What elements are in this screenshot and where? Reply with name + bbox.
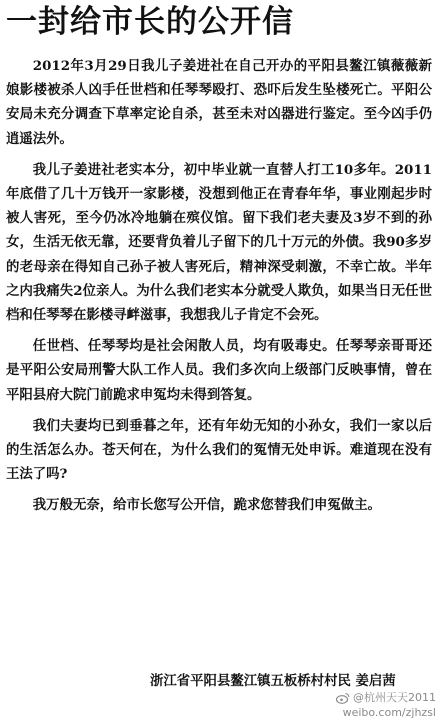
letter-body <box>6 54 432 525</box>
watermark-handle: @杭州天天2011 <box>353 691 436 704</box>
watermark-handle-row <box>336 690 436 705</box>
letter-paragraph: 任世档、任琴琴均是社会闲散人员，均有吸毒史。任琴琴亲哥哥还是平阳公安局刑警大队工作人员。我们多次向上级部门反映事情，曾在平阳县府大院门前跪求申冤均未得到答复。 <box>6 338 432 403</box>
weibo-icon <box>336 692 350 704</box>
letter-paragraph: 我们夫妻均已到垂暮之年，还有年幼无知的小孙女，我们一家以后的生活怎么办。苍天何在，为什么我们的冤情无处申诉。难道现在没有王法了吗? <box>6 417 432 483</box>
watermark-url: weibo.com/zjhzsl <box>342 706 436 719</box>
weibo-watermark <box>336 690 436 720</box>
letter-title: 一封给市长的公开信 <box>6 4 294 40</box>
letter-paragraph: 我万般无奈，给市长您写公开信，跪求您替我们申冤做主。 <box>32 497 381 514</box>
letter-signature: 浙江省平阳县鳌江镇五板桥村村民 姜启茜 <box>150 673 396 689</box>
letter-paragraph: 我儿子姜进社老实本分，初中毕业就一直替人打工10多年。2011年底借了几十万钱开一家影楼，没想到他正在青春年华，事业刚起步时被人害死，至今仍冰冷地躺在殡仪馆。留下我们老夫妻及3岁不到的孙女，生活无依无靠，还要背负着儿子留下的几十万元的外债。我90多岁的老母亲在得知自己孙子被人害死后，精神深受刺激，不幸亡故。半年之内我痛失2位亲人。为什么我们老实本分就受人欺负，如果当日无任世档和任琴琴在影楼寻衅滋事，我想我儿子肯定不会死。 <box>6 161 432 324</box>
letter-paragraph: 2012年3月29日我儿子姜进社在自己开办的平阳县鳌江镇薇薇新娘影楼被杀人凶手任世档和任琴琴殴打、恐吓后发生坠楼死亡。平阳公安局未充分调查下草率定论自杀，甚至未对凶器进行鉴定。至今凶手仍逍遥法外。 <box>6 58 432 147</box>
